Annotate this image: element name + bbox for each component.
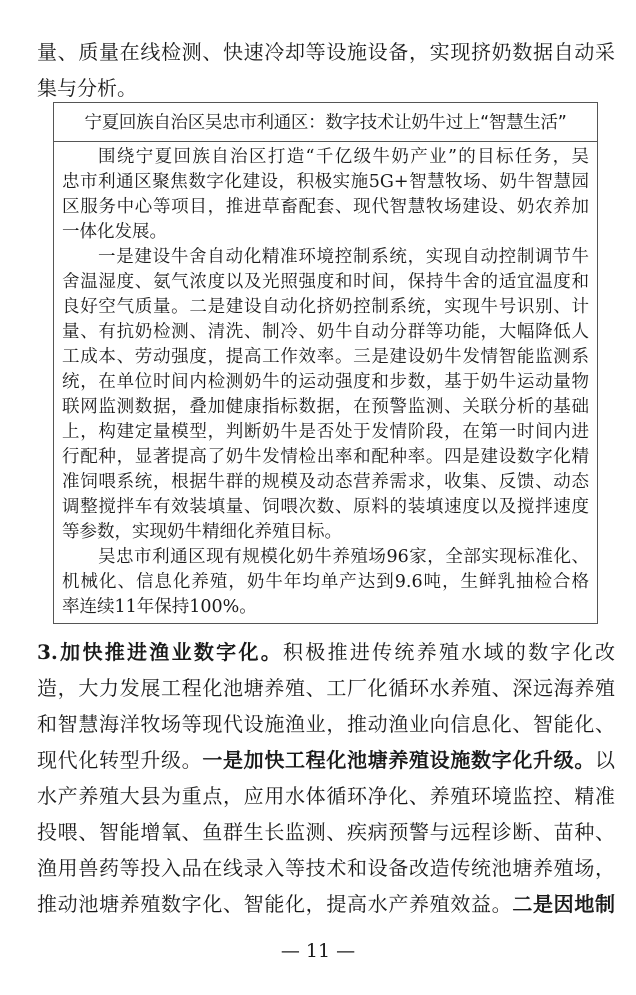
text-span: 现代化转型升级。	[37, 748, 203, 772]
text-span: 渔用兽药等投入品在线录入等技术和设备改造传统池塘养殖场，	[37, 856, 615, 880]
text-span: 造，大力发展工程化池塘养殖、工厂化循环水养殖、深远海养殖	[37, 676, 615, 700]
text-line	[37, 34, 615, 70]
box-text-line: 工成本、劳动强度，提高工作效率。三是建设奶牛发情智能监测系	[62, 347, 589, 367]
text-span: 投喂、智能增氧、鱼群生长监测、疾病预警与远程诊断、苗种、	[37, 820, 615, 844]
text-line	[37, 670, 615, 706]
box-text-line: 舍温湿度、氨气浓度以及光照强度和时间，保持牛舍的适宜温度和	[62, 272, 589, 292]
text-line	[37, 814, 615, 850]
bold-text: 二是因地制	[512, 892, 616, 916]
page-number: — 11 —	[280, 940, 356, 962]
text-span: 量、质量在线检测、快速冷却等设施设备，实现挤奶数据自动采	[37, 40, 615, 64]
text-line	[37, 778, 615, 814]
text-line	[37, 886, 615, 922]
box-text-line: 区服务中心等项目，推进草畜配套、现代智慧牧场建设、奶农养加	[62, 197, 589, 217]
text-span: 水产养殖大县为重点，应用水体循环净化、养殖环境监控、精准	[37, 784, 615, 808]
box-text-line: 围绕宁夏回族自治区打造“千亿级牛奶产业”的目标任务，吴	[98, 147, 589, 167]
bottom-paragraph	[37, 634, 615, 922]
top-paragraph	[37, 34, 615, 106]
box-text-line: 准饲喂系统，根据牛群的规模及动态营养需求，收集、反馈、动态	[62, 472, 589, 492]
text-span: 积极推进传统养殖水域的数字化改	[283, 640, 615, 664]
box-text-line: 良好空气质量。二是建设自动化挤奶控制系统，实现牛号识别、计	[62, 297, 589, 317]
text-line	[37, 706, 615, 742]
case-study-box	[53, 102, 598, 624]
text-line	[37, 634, 615, 670]
text-line	[37, 70, 615, 106]
text-span: 以	[595, 748, 616, 772]
box-text-line: 机械化、信息化养殖，奶牛年均单产达到9.6吨，生鲜乳抽检合格	[62, 572, 589, 592]
box-text-line: 行配种，显著提高了奶牛发情检出率和配种率。四是建设数字化精	[62, 447, 589, 467]
box-text-line: 吴忠市利通区现有规模化奶牛养殖场96家，全部实现标准化、	[98, 547, 589, 567]
box-text-line: 统，在单位时间内检测奶牛的运动强度和步数，基于奶牛运动量物	[62, 372, 589, 392]
text-span: 和智慧海洋牧场等现代设施渔业，推动渔业向信息化、智能化、	[37, 712, 615, 736]
box-text-line: 率连续11年保持100%。	[62, 597, 257, 617]
box-text-line: 忠市利通区聚焦数字化建设，积极实施5G+智慧牧场、奶牛智慧园	[62, 172, 589, 192]
box-text-line: 等参数，实现奶牛精细化养殖目标。	[62, 522, 342, 542]
box-text-line: 联网监测数据，叠加健康指标数据，在预警监测、关联分析的基础	[62, 397, 589, 417]
box-text-line: 一是建设牛舍自动化精准环境控制系统，实现自动控制调节牛	[98, 247, 589, 267]
text-line	[37, 742, 615, 778]
box-text-line: 一体化发展。	[62, 222, 167, 242]
bold-text: 一是加快工程化池塘养殖设施数字化升级。	[202, 748, 596, 772]
box-body	[62, 145, 589, 620]
bold-text: 3.加快推进渔业数字化。	[37, 640, 284, 664]
box-text-line: 上，构建定量模型，判断奶牛是否处于发情阶段，在第一时间内进	[62, 422, 589, 442]
text-span: 集与分析。	[37, 76, 137, 100]
box-title: 宁夏回族自治区吴忠市利通区：数字技术让奶牛过上“智慧生活”	[54, 103, 597, 142]
text-line	[37, 850, 615, 886]
box-text-line: 量、有抗奶检测、清洗、制冷、奶牛自动分群等功能，大幅降低人	[62, 322, 589, 342]
box-text-line: 调整搅拌车有效装填量、饲喂次数、原料的装填速度以及搅拌速度	[62, 497, 589, 517]
text-span: 推动池塘养殖数字化、智能化，提高水产养殖效益。	[37, 892, 513, 916]
